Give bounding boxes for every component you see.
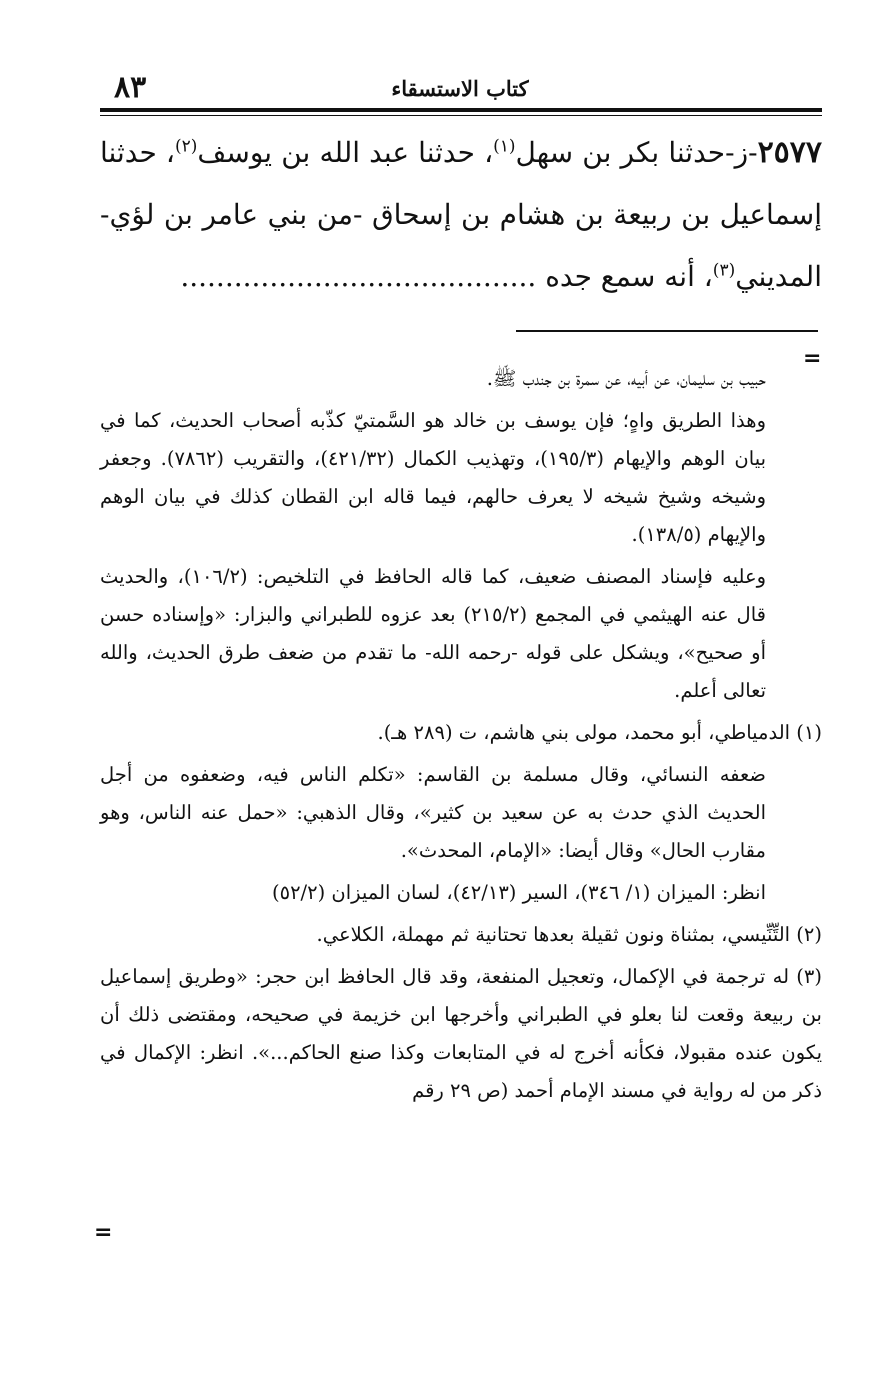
- main-segment-2: ، حدثنا عبد الله بن يوسف: [197, 136, 494, 169]
- carryover-note-2: وهذا الطريق واهٍ؛ فإن يوسف بن خالد هو السَّمتيّ كذّبه أصحاب الحديث، كما في بيان الوهم والإيهام (١٩٥/٣)، وتهذيب الكمال (٤٢١/٣٢)، والتقريب (٧٨٦٢). وجعفر وشيخه وشيخ شيخه لا يعرف حالهم، فيما قاله ابن القطان كذلك في بيان الوهم والإيهام (١٣٨/٥).: [100, 409, 767, 546]
- main-segment-4: ، أنه سمع جده: [545, 260, 713, 293]
- footnote-1-line: الدمياطي، أبو محمد، مولى بني هاشم، ت (٢٨٩ هـ).: [377, 721, 791, 744]
- footnote-2-number: (٢): [796, 923, 822, 946]
- header-rule-thin: [100, 115, 822, 116]
- footnote-3-body: له ترجمة في الإكمال، وتعجيل المنفعة، وقد قال الحافظ ابن حجر: «وطريق إسماعيل بن ربيعة وقعت لنا بعلو في الطبراني وأخرجها ابن خزيمة في صحيحه، ومقتضى ذلك أن يكون عنده مقبولا، فكأنه أخرج له في المتابعات وكذا صنع الحاكم...». انظر: الإكمال في ذكر من له رواية في مسند الإمام أحمد (ص ٢٩ رقم: [100, 965, 822, 1102]
- footnote-3: [100, 958, 822, 1110]
- footnote-1-number: (١): [796, 721, 822, 744]
- continuation-mark: =: [803, 346, 822, 371]
- book-title: كتاب الاستسقاء: [391, 76, 529, 101]
- footnotes: [100, 360, 822, 1114]
- footnote-ref-3: (٣): [712, 260, 736, 281]
- end-continuation-mark: =: [94, 1220, 113, 1245]
- footnote-1-references: انظر: الميزان (١/ ٣٤٦)، السير (٤٢/١٣)، لسان الميزان (٥٢/٢): [272, 881, 766, 904]
- hadith-number: ٢٥٧٧: [757, 135, 823, 170]
- footnote-ref-1: (١): [493, 136, 516, 157]
- continuation-dots: ........................................: [180, 260, 537, 293]
- footnote-2: [100, 916, 822, 954]
- footnote-1-heading: [100, 714, 822, 752]
- page-number: ٨٣: [114, 70, 147, 105]
- footnote-2-line: التِّنِّيسي، بمثناة ونون ثقيلة بعدها تحتانية ثم مهملة، الكلاعي.: [316, 923, 791, 946]
- main-segment-1: -ز-حدثنا بكر بن سهل: [515, 136, 758, 169]
- page-header: [100, 70, 820, 110]
- footnote-1-body: ضعفه النسائي، وقال مسلمة بن القاسم: «تكلم الناس فيه، وضعفوه من أجل الحديث الذي حدث به عن سعيد بن كثير»، وقال الذهبي: «حمل عنه الناس، وهو مقارب الحال» وقال أيضا: «الإمام، المحدث».: [100, 763, 766, 862]
- footnote-separator: [516, 330, 818, 332]
- main-text: [100, 122, 822, 308]
- carryover-note-1: حبيب بن سليمان، عن أبيه، عن سمرة بن جندب ﷺ.: [486, 367, 766, 390]
- carryover-note-3: وعليه فإسناد المصنف ضعيف، كما قاله الحافظ في التلخيص: (١٠٦/٢)، والحديث قال عنه الهيثمي في المجمع (٢١٥/٢) بعد عزوه للطبراني والبزار: «وإسناده حسن أو صحيح»، ويشكل على قوله -رحمه الله- ما تقدم من ضعف طرق الحديث، والله تعالى أعلم.: [100, 565, 766, 702]
- footnote-ref-2: (٢): [174, 136, 198, 157]
- header-rule: [100, 108, 822, 112]
- main-segment-3: ، حدثنا إسماعيل بن ربيعة بن هشام بن إسحاق -من بني عامر بن لؤي- المديني: [100, 136, 823, 293]
- footnote-3-number: (٣): [796, 965, 822, 988]
